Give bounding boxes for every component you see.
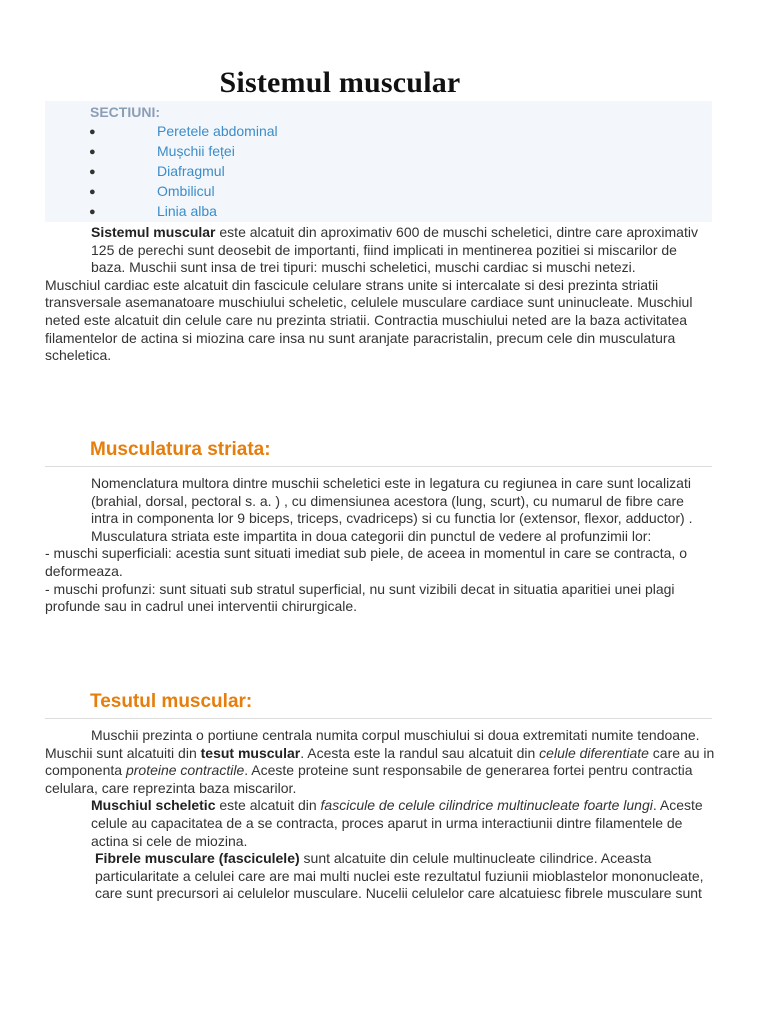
intro-paragraph-2: Muschiul cardiac este alcatuit din fascicule celulare strans unite si intercalate si desi prezinta striatii transversale asemanatoare muschiului scheletic, celulele musculare cardiace sunt uninucleate. Muschiul neted este alcatuit din celule care nu prezinta striatii. Contractia muschiului neted are la baza activitatea filamentelor de actina si miozina care insa nu sunt aranjate paracristalin, precum cele din musculatura scheletica. xyxy=(45,276,693,364)
bullet-icon: ● xyxy=(89,146,96,158)
section-divider xyxy=(45,718,712,719)
text-run: . Acesta este la randul sau alcatuit din xyxy=(300,744,540,761)
sections-box xyxy=(45,101,712,222)
section-link-peretele-abdominal[interactable]: Peretele abdominal xyxy=(157,123,278,139)
bullet-icon: ● xyxy=(89,186,96,198)
intro-paragraph-1-text: este alcatuit din aproximativ 600 de muschi scheletici, dintre care aproximativ 125 de perechi sunt deosebit de importanti, fiind implicati in mentinerea pozitiei si miscarilor de baza. Muschii sunt insa de trei tipuri: muschi scheletici, muschi cardiac si muschi netezi. xyxy=(91,224,698,276)
italic-term: celule diferentiate xyxy=(539,744,649,761)
list-item xyxy=(45,183,645,203)
section-link-muschii-fetei[interactable]: Mușchii feței xyxy=(157,143,235,159)
bold-term-fibrele-musculare: Fibrele musculare (fasciculele) xyxy=(95,850,300,867)
intro-bold-term: Sistemul muscular xyxy=(91,224,216,240)
list-item xyxy=(45,143,645,163)
bullet-icon: ● xyxy=(89,166,96,178)
text-run: care au in componenta xyxy=(45,744,715,779)
text-run: . Aceste celule au capacitatea de a se contracta, proces aparut in urma interactiunii dintre filamentele de actina si cele de miozina. xyxy=(91,797,703,849)
text-run: sunt alcatuite din celule multinucleate cilindrice. Aceasta particularitate a celulei care are mai multi nuclei este rezultatul fuziunii mioblastelor mononucleate, care sunt precursori ai celulelor musculare. Nucelii celulelor care alcatuiesc fibrele musculare sunt xyxy=(95,850,704,902)
list-item xyxy=(45,163,645,183)
sections-heading: SECTIUNI: xyxy=(90,104,160,120)
bold-term-tesut-muscular: tesut muscular xyxy=(200,744,301,761)
section-heading-tesutul-muscular: Tesutul muscular: xyxy=(90,691,253,712)
intro-paragraph-1 xyxy=(45,224,715,277)
section-link-linia-alba[interactable]: Linia alba xyxy=(157,203,217,219)
section1-paragraph-2: Musculatura striata este impartita in doua categorii din punctul de vedere al profunzimii lor: xyxy=(91,527,652,544)
section2-paragraph-2 xyxy=(45,745,715,798)
italic-term: proteine contractile xyxy=(125,762,245,779)
section1-paragraph-3: - muschi superficiali: acestia sunt situati imediat sub piele, de aceea in momentul in care se contracta, o deformeaza. xyxy=(45,545,687,579)
section1-paragraph-1: Nomenclatura multora dintre muschii scheletici este in legatura cu regiunea in care sunt localizati (brahial, dorsal, pectoral s. a. ) , cu dimensiunea acestora (lung, scurt), cu numarul de fibre care intra in componenta lor 9 biceps, triceps, cvadriceps) si cu functia lor (extensor, flexor, adductor) . xyxy=(91,475,693,527)
section-divider xyxy=(45,466,712,467)
section2-paragraph-4 xyxy=(45,850,715,903)
section-heading-musculatura-striata: Musculatura striata: xyxy=(90,439,271,460)
sections-list xyxy=(45,123,645,223)
section2-text xyxy=(45,727,715,903)
text-run: este alcatuit din xyxy=(215,797,321,814)
section1-paragraph-4: - muschi profunzi: sunt situati sub stratul superficial, nu sunt vizibili decat in situatia aparitiei unei plagi profunde sau in cadrul unei interventii chirurgicale. xyxy=(45,580,675,615)
bullet-icon: ● xyxy=(89,126,96,138)
list-item xyxy=(45,123,645,143)
intro-text xyxy=(45,224,715,365)
section-link-ombilicul[interactable]: Ombilicul xyxy=(157,183,215,199)
bold-term-muschiul-scheletic: Muschiul scheletic xyxy=(91,797,216,814)
section-link-diafragmul[interactable]: Diafragmul xyxy=(157,163,225,179)
text-run: Muschii sunt alcatuiti din xyxy=(45,744,201,761)
section1-text xyxy=(45,475,715,616)
list-item xyxy=(45,203,645,223)
italic-term: fascicule de celule cilindrice multinucleate foarte lungi xyxy=(320,797,653,814)
bullet-icon: ● xyxy=(89,206,96,218)
section2-paragraph-1: Muschii prezinta o portiune centrala numita corpul muschiului si doua extremitati numite tendoane. xyxy=(91,727,700,743)
section2-paragraph-3 xyxy=(45,797,715,850)
text-run: . Aceste proteine sunt responsabile de generarea fortei pentru contractia celulara, care reprezinta baza miscarilor. xyxy=(45,762,693,796)
page-title: Sistemul muscular xyxy=(219,66,461,99)
